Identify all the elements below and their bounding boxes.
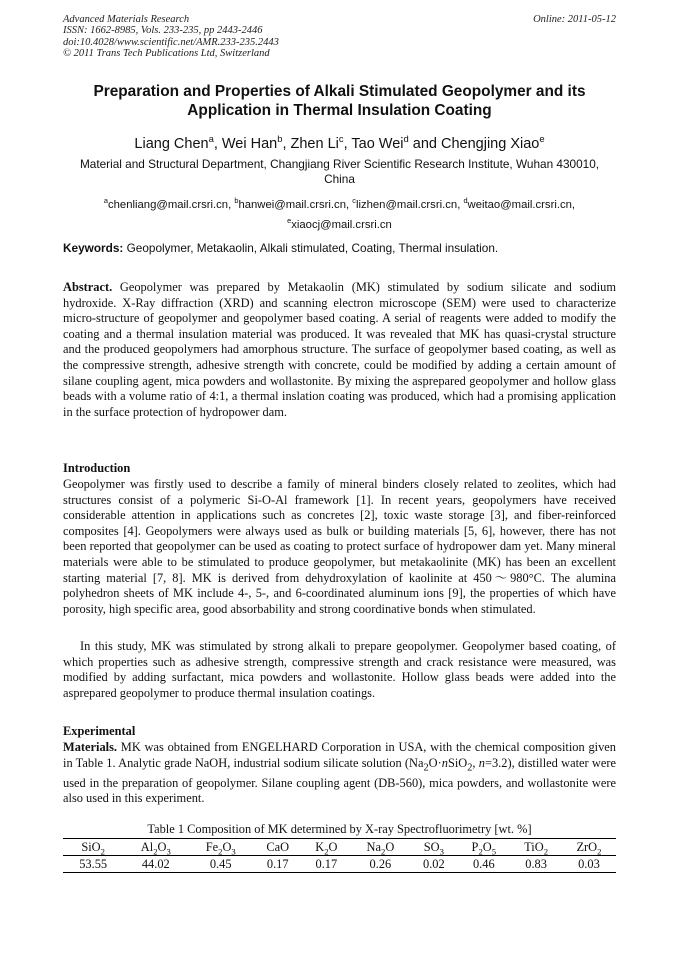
column-header: $Na_2O$ bbox=[350, 839, 410, 856]
table-cell: 0.83 bbox=[525, 857, 547, 871]
author: Wei Han$^b$, bbox=[221, 133, 291, 152]
author: Zhen Li$^c$, bbox=[290, 133, 352, 152]
email-link[interactable]: $^e$xiaocj@mail.crsri.cn bbox=[287, 216, 392, 232]
email-link[interactable]: $^a$chenliang@mail.crsri.cn bbox=[103, 196, 229, 211]
paper-title bbox=[63, 82, 616, 120]
online-date: Online: 2011-05-12 bbox=[533, 14, 616, 25]
column-header: $Al_2O_3$ bbox=[123, 839, 188, 856]
copyright-line: © 2011 Trans Tech Publications Ltd, Switzerland bbox=[63, 48, 270, 60]
materials-paragraph: Materials. MK was obtained from ENGELHARD Corporation in USA, with the chemical composition given in Table 1. Analytic grade NaOH, industrial sodium silicate solution ($Na_2O\cdot nSiO_2$, n=3.2), distilled water were used in the preparation of geopolymer. Silane coupling agent (DB-560), mica powders, and wollastonite were also used in this experiment. bbox=[63, 740, 616, 806]
table-cell: 0.45 bbox=[209, 857, 232, 871]
abstract-label: Abstract. bbox=[63, 280, 113, 294]
table-header-row bbox=[63, 839, 616, 856]
journal-name: Advanced Materials Research bbox=[63, 14, 190, 25]
column-header: ZrO$_2$ bbox=[562, 839, 616, 856]
abstract-text: Geopolymer was prepared by Metakaolin (MK) stimulated by sodium silicate and sodium hydroxide. X-Ray diffraction (XRD) and scanning electron microscope (SEM) were used to characterize micro-structure of geopolymer and geopolymer based coating. A serial of reagents were added to modify the coating and a thermal insulation material was produced. It was revealed that MK has quasi-crystal structure and the produced geopolymers had amorphous structure. The surface of geopolymer based coating, as well as the compressive strength, adhesive strength with concrete, could be modified by adding a certain amount of silane coupling agent, mica powders and wollastonite. By mixing the asprepared geopolymer and hollow glass beads with a volume ratio of 4:1, a thermal inslation coating was produced, which had a promising application in the surface protection of hydropower dam. bbox=[63, 280, 616, 419]
table-cell: 0.03 bbox=[578, 857, 600, 871]
title-line-2: Application in Thermal Insulation Coating bbox=[187, 102, 492, 119]
email-link[interactable]: $^b$hanwei@mail.crsri.cn bbox=[234, 196, 346, 211]
keywords bbox=[63, 241, 616, 256]
abstract bbox=[63, 280, 616, 420]
table-cell: 0.17 bbox=[266, 857, 289, 871]
author-list bbox=[63, 130, 616, 153]
email-list: $^a$chenliang@mail.crsri.cn, $^b$hanwei@mail.crsri.cn, $^c$lizhen@mail.crsri.cn, $^d$weitao@mail.crsri.cn, $^e$xiaocj@mail.crsri.cn bbox=[103, 196, 576, 232]
table-cell: 0.26 bbox=[369, 857, 392, 871]
table-cell: 0.46 bbox=[472, 857, 495, 871]
email-link[interactable]: $^d$weitao@mail.crsri.cn bbox=[463, 196, 572, 211]
table-caption: Table 1 Composition of MK determined by X-ray Spectrofluorimetry [wt. %] bbox=[147, 822, 532, 836]
title-line-1: Preparation and Properties of Alkali Stimulated Geopolymer and its bbox=[93, 83, 586, 100]
column-header: SiO$_2$ bbox=[63, 839, 123, 856]
table-cell: 44.02 bbox=[141, 857, 170, 871]
introduction-paragraph-2: In this study, MK was stimulated by strong alkali to prepare geopolymer. Geopolymer based coating, of which properties such as adhesive strength, compressive strength and crack resistance were measured, was modified by adding surfactant, mica powders and wollastonite. Hollow glass beads were added into the asprepared geopolymer to produce thermal insulation coatings. bbox=[63, 639, 616, 700]
journal-header bbox=[63, 14, 616, 60]
email-link[interactable]: $^c$lizhen@mail.crsri.cn bbox=[352, 196, 458, 211]
author: Liang Chen$^a$, bbox=[134, 133, 222, 152]
issn-line: ISSN: 1662-8985, Vols. 233-235, pp 2443-2446 bbox=[63, 25, 263, 37]
table-cell: 53.55 bbox=[79, 857, 108, 871]
section-heading-introduction: Introduction bbox=[63, 461, 131, 475]
doi-line: doi:10.4028/www.scientific.net/AMR.233-235.2443 bbox=[63, 36, 279, 48]
table-row bbox=[63, 856, 616, 873]
composition-table bbox=[63, 838, 616, 873]
column-header: $P_2O_5$ bbox=[457, 839, 510, 856]
column-header: $Fe_2O_3$ bbox=[188, 839, 253, 856]
affiliation: Material and Structural Department, Changjiang River Scientific Research Institute, Wuhan 430010, China bbox=[79, 157, 600, 186]
column-header: $K_2O$ bbox=[302, 839, 350, 856]
keywords-text: Geopolymer, Metakaolin, Alkali stimulated, Coating, Thermal insulation. bbox=[123, 241, 499, 255]
keywords-label: Keywords: bbox=[63, 241, 124, 255]
section-heading-experimental: Experimental bbox=[63, 724, 136, 738]
table-cell: 0.17 bbox=[315, 857, 338, 871]
table-cell: 0.02 bbox=[423, 857, 445, 871]
column-header: TiO$_2$ bbox=[510, 839, 562, 856]
column-header: $SO_3$ bbox=[410, 839, 457, 856]
column-header: CaO bbox=[253, 839, 302, 856]
introduction-paragraph-1: Geopolymer was firstly used to describe a family of mineral binders closely related to zeolites, which had structures consist of a polymeric Si-O-Al framework [1]. In recent years, geopolymers have received considerable attention in applications such as concretes [2], toxic waste storage [3], and fiber-reinforced composites [4]. Geopolymers were always used as bulk or building materials [5, 6], however, there has not been reported that geopolymer can be used as coating to protect surface of hydropower dam yet. Many mineral materials were able to be stimulated to produce geopolymer, but metakaolinite (MK) has been an excellent starting material [7, 8]. MK is derived from dehydroxylation of kaolinite at 450～980°C. The alumina polyhedron sheets of MK include 4-, 5-, and 6-coordinated aluminum ions [9], the properties of which have porosity, high specific area, good absorbability and strong coordinative bonds when stimulated. bbox=[63, 477, 616, 616]
author: Chengjing Xiao$^e$ bbox=[441, 133, 545, 152]
author: Tao Wei$^d$ and bbox=[351, 133, 441, 152]
materials-label: Materials. bbox=[63, 740, 118, 754]
